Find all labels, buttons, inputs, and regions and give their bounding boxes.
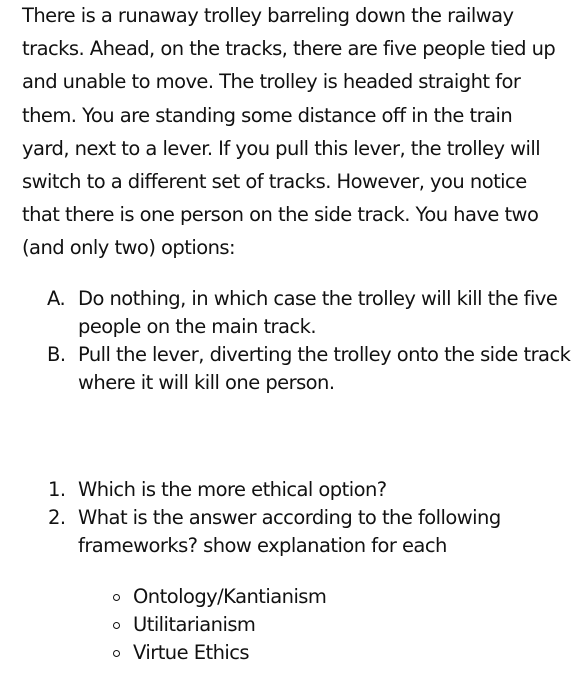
option-item-a [22, 285, 574, 341]
framework-label: Virtue Ethics [133, 640, 250, 664]
question-marker: 1. [48, 477, 66, 501]
bullet-icon [113, 622, 120, 629]
options-list [22, 285, 574, 397]
framework-label: Ontology/Kantianism [133, 584, 327, 608]
frameworks-list [22, 583, 574, 667]
question-text: Which is the more ethical option? [78, 477, 387, 501]
framework-label: Utilitarianism [133, 612, 256, 636]
question-item-1 [22, 476, 574, 504]
option-marker: A. [47, 286, 66, 310]
question-item-2 [22, 504, 574, 560]
bullet-icon [113, 594, 120, 601]
question-text: What is the answer according to the following frameworks? show explanation for each [78, 505, 501, 557]
framework-item-kantianism [22, 583, 574, 611]
document-body [22, 0, 574, 667]
question-marker: 2. [48, 505, 66, 529]
framework-item-utilitarianism [22, 611, 574, 639]
option-text: Pull the lever, diverting the trolley onto the side track where it will kill one person. [78, 342, 571, 394]
framework-item-virtue-ethics [22, 639, 574, 667]
option-marker: B. [47, 342, 66, 366]
option-text: Do nothing, in which case the trolley will kill the five people on the main track. [78, 286, 558, 338]
bullet-icon [113, 650, 120, 657]
intro-paragraph: There is a runaway trolley barreling down the railway tracks. Ahead, on the tracks, there are five people tied up and unable to move. The trolley is headed straight for them. You are standing some distance off in the train yard, next to a lever. If you pull this lever, the trolley will switch to a different set of tracks. However, you notice that there is one person on the side track. You have two (and only two) options: [22, 4, 556, 260]
option-item-b [22, 341, 574, 397]
questions-list [22, 476, 574, 560]
